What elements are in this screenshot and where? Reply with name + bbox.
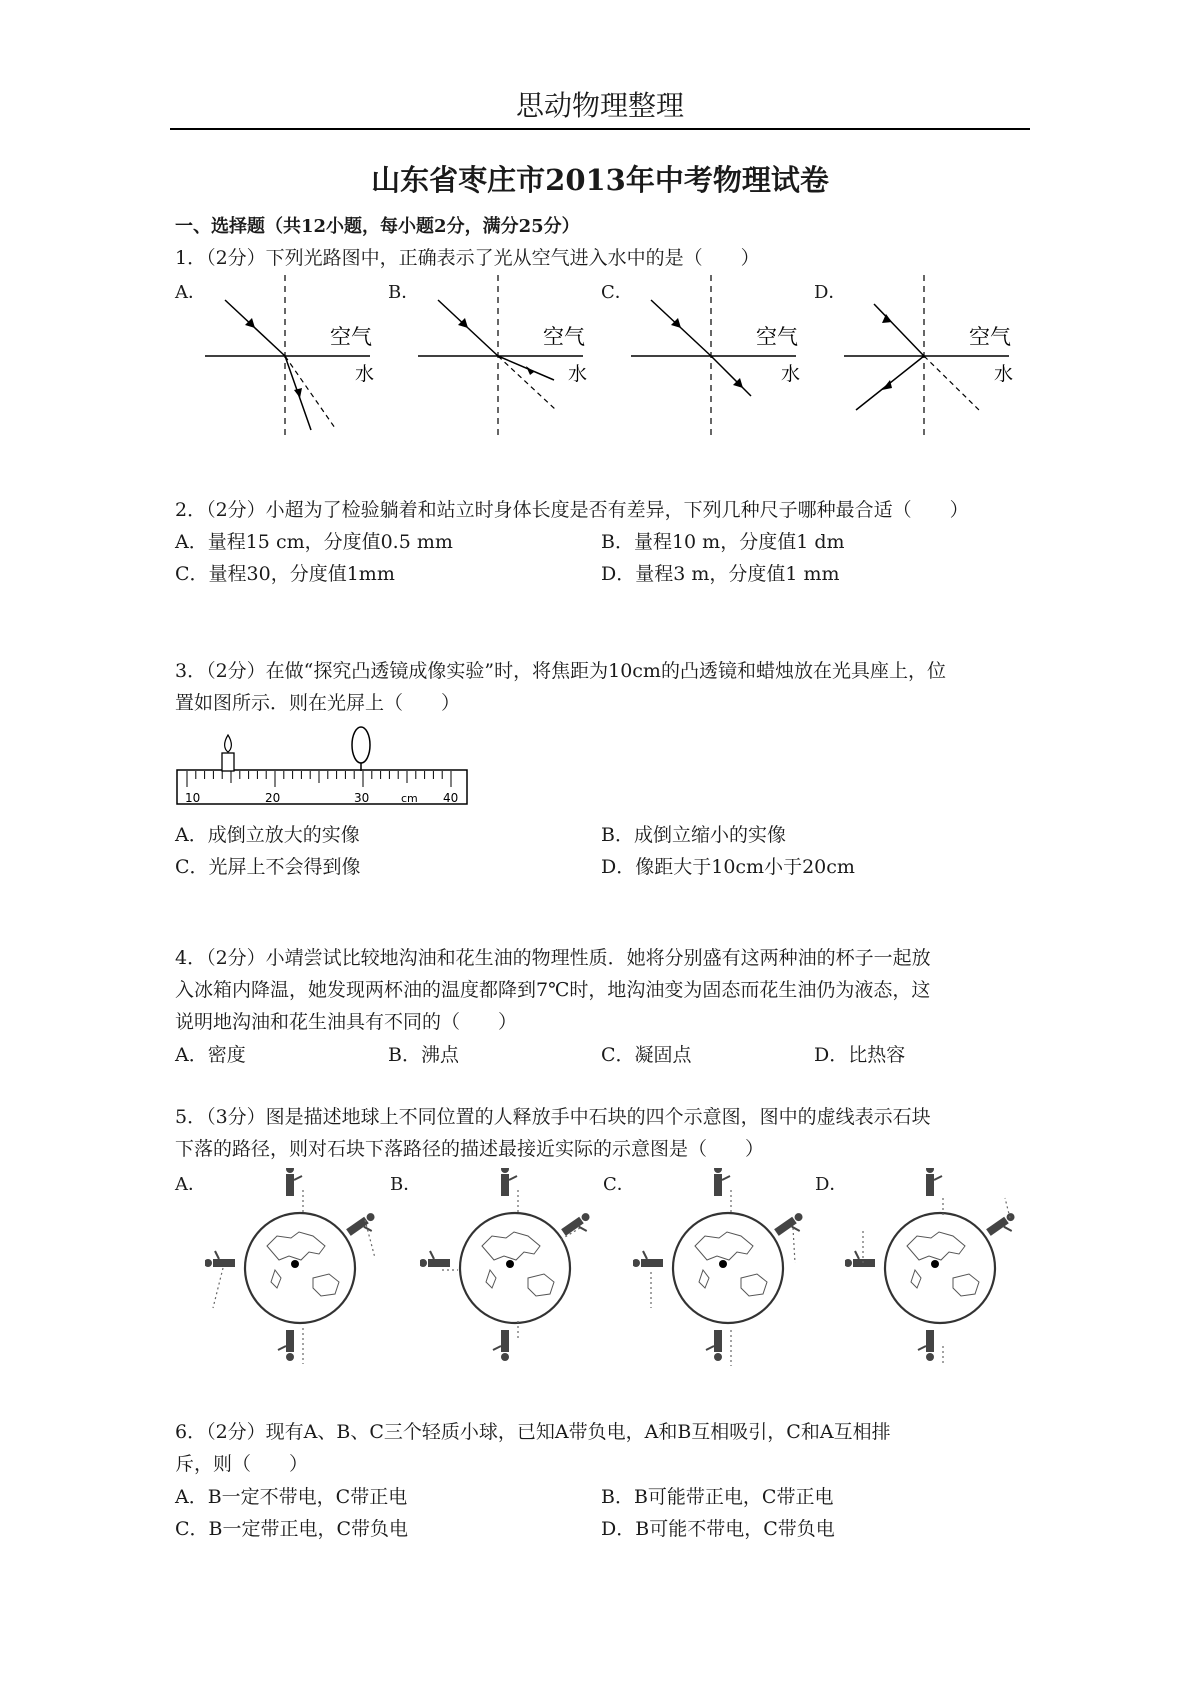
q1a-water-label: 水	[355, 363, 375, 385]
q1b-air-label: 空气	[543, 325, 585, 349]
q5-label-d: D．	[815, 1174, 848, 1195]
q1c-air-label: 空气	[756, 325, 798, 349]
ruler-tick-20: 20	[265, 791, 281, 805]
q1-diagram-c	[631, 270, 811, 440]
q3-option-c: C．光屏上不会得到像	[175, 856, 361, 878]
q2-option-d: D．量程3 m，分度值1 mm	[601, 563, 840, 585]
flame-icon	[225, 735, 232, 752]
q4-option-b: B．沸点	[388, 1044, 459, 1066]
q5-label-c: C．	[603, 1174, 635, 1195]
q5-stem-line1: 5．（3分）图是描述地球上不同位置的人释放手中石块的四个示意图，图中的虚线表示石块	[175, 1106, 931, 1128]
q4-stem-line2: 入冰箱内降温，她发现两杯油的温度都降到7℃时，地沟油变为固态而花生油仍为液态，这	[175, 979, 931, 1001]
q1c-water-label: 水	[781, 363, 801, 385]
q2-option-a: A．量程15 cm，分度值0.5 mm	[175, 531, 453, 553]
q5-globe-c	[633, 1168, 823, 1368]
q1-stem: 1．（2分）下列光路图中，正确表示了光从空气进入水中的是（ ）	[175, 247, 760, 269]
q3-option-d: D．像距大于10cm小于20cm	[601, 856, 855, 878]
q2-option-c: C．量程30，分度值1mm	[175, 563, 395, 585]
q4-stem-line1: 4．（2分）小靖尝试比较地沟油和花生油的物理性质．她将分别盛有这两种油的杯子一起放	[175, 947, 931, 969]
q3-stem-line2: 置如图所示．则在光屏上（ ）	[175, 692, 461, 714]
q6-option-c: C．B一定带正电，C带负电	[175, 1518, 409, 1540]
q1-label-c: C．	[601, 282, 633, 303]
q5-globe-b	[420, 1168, 610, 1368]
q1d-water-label: 水	[994, 363, 1014, 385]
q1d-air-label: 空气	[969, 325, 1011, 349]
q3-option-b: B．成倒立缩小的实像	[601, 824, 786, 846]
q6-stem-line2: 斥，则（ ）	[175, 1453, 309, 1475]
q4-stem-line3: 说明地沟油和花生油具有不同的（ ）	[175, 1011, 518, 1033]
ruler-tick-10: 10	[185, 791, 201, 805]
header-divider	[170, 128, 1030, 130]
convex-lens-icon	[352, 727, 370, 763]
ruler-tick-40: 40	[443, 791, 459, 805]
q4-option-a: A．密度	[175, 1044, 246, 1066]
q1-label-b: B．	[388, 282, 420, 303]
q5-stem-line2: 下落的路径，则对石块下落路径的描述最接近实际的示意图是（ ）	[175, 1138, 765, 1160]
section-heading: 一、选择题（共12小题，每小题2分，满分25分）	[175, 216, 580, 237]
q1a-air-label: 空气	[330, 325, 372, 349]
q1-diagram-a	[205, 270, 385, 440]
q1-diagram-d	[844, 270, 1024, 440]
q4-option-c: C．凝固点	[601, 1044, 692, 1066]
q5-label-b: B．	[390, 1174, 422, 1195]
q1-label-a: A．	[175, 282, 206, 303]
q3-optical-bench	[175, 725, 475, 815]
exam-title: 山东省枣庄市2013年中考物理试卷	[371, 163, 829, 197]
q1-diagram-b	[418, 270, 598, 440]
ruler-tick-30: 30	[354, 791, 370, 805]
q1b-water-label: 水	[568, 363, 588, 385]
q2-option-b: B．量程10 m，分度值1 dm	[601, 531, 845, 553]
q3-stem-line1: 3．（2分）在做“探究凸透镜成像实验”时，将焦距为10cm的凸透镜和蜡烛放在光具座上，位	[175, 660, 946, 682]
q4-option-d: D．比热容	[814, 1044, 906, 1066]
q5-globe-a	[205, 1168, 395, 1368]
ruler-unit: cm	[401, 792, 418, 805]
q5-label-a: A．	[175, 1174, 206, 1195]
page-header-title: 思动物理整理	[515, 89, 684, 122]
q6-option-a: A．B一定不带电，C带正电	[175, 1486, 408, 1508]
q6-stem-line1: 6．（2分）现有A、B、C三个轻质小球，已知A带负电，A和B互相吸引，C和A互相排	[175, 1421, 891, 1443]
q5-globe-d	[845, 1168, 1035, 1368]
candle-icon	[222, 753, 234, 771]
q6-option-b: B．B可能带正电，C带正电	[601, 1486, 834, 1508]
q1-label-d: D．	[814, 282, 847, 303]
q3-option-a: A．成倒立放大的实像	[175, 824, 360, 846]
q6-option-d: D．B可能不带电，C带负电	[601, 1518, 835, 1540]
q2-stem: 2．（2分）小超为了检验躺着和站立时身体长度是否有差异，下列几种尺子哪种最合适（ ）	[175, 499, 969, 521]
